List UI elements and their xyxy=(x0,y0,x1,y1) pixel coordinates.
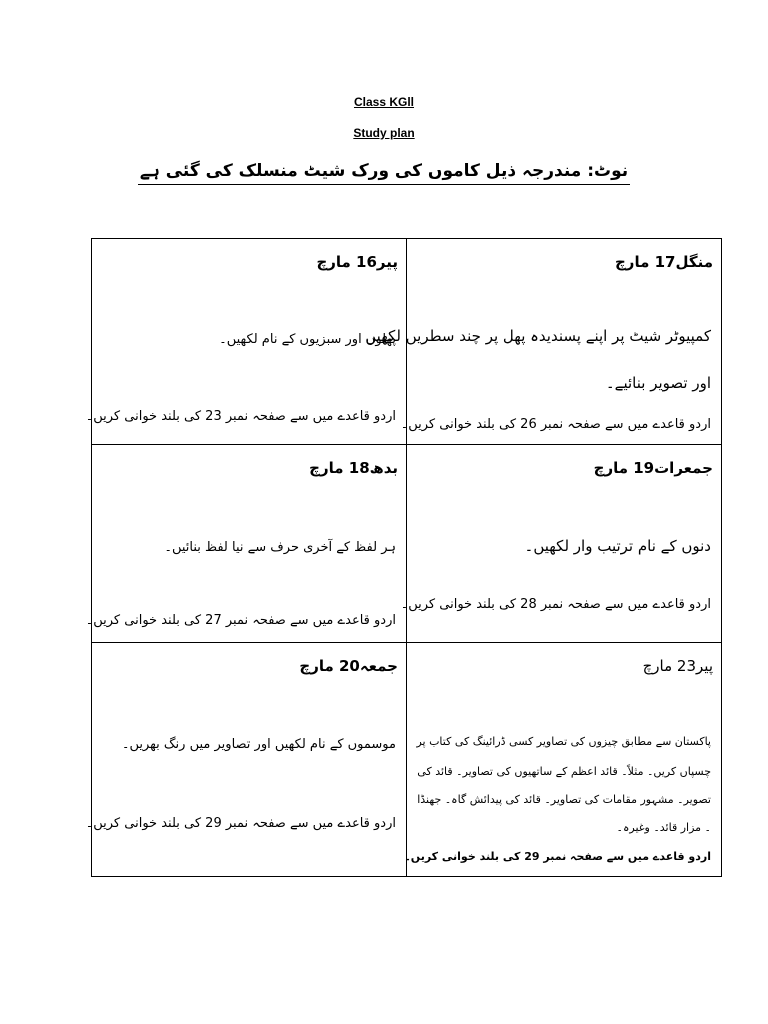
day-label: جمعہ20 مارچ xyxy=(299,657,398,675)
cell-thursday-19 xyxy=(400,445,721,643)
reading-task: اردو قاعدے میں سے صفحہ نمبر 28 کی بلند خوانی کریں۔ xyxy=(400,597,711,612)
day-label: جمعرات19 مارچ xyxy=(593,459,713,477)
note-text: نوٹ: مندرجہ ذیل کاموں کی ورک شیٹ منسلک کی گئی ہے xyxy=(138,160,630,185)
cell-monday-23 xyxy=(404,643,721,876)
task-line: پھلوں اور سبزیوں کے نام لکھیں۔ xyxy=(219,332,396,347)
cell-friday-20 xyxy=(85,643,407,876)
reading-task: اردو قاعدے میں سے صفحہ نمبر 26 کی بلند خوانی کریں۔ xyxy=(400,417,711,432)
day-label: پیر23 مارچ xyxy=(642,657,713,675)
task-line: ہر لفظ کے آخری حرف سے نیا لفظ بنائیں۔ xyxy=(164,540,396,555)
cell-monday-16 xyxy=(85,239,407,445)
task-line: دنوں کے نام ترتیب وار لکھیں۔ xyxy=(524,537,711,555)
task-line: چسپاں کریں۔ مثلاً۔ قائد اعظم کے ساتھیوں کی تصاویر۔ قائد کی xyxy=(417,765,711,778)
day-label: منگل17 مارچ xyxy=(615,253,713,271)
class-title: Class KGll xyxy=(353,95,415,109)
reading-task: اردو قاعدے میں سے صفحہ نمبر 27 کی بلند خوانی کریں۔ xyxy=(85,613,396,628)
cell-wednesday-18 xyxy=(85,445,407,643)
reading-task: اردو قاعدے میں سے صفحہ نمبر 29 کی بلند خوانی کریں۔ xyxy=(404,850,711,863)
task-line: ۔ مزار قائد۔ وغیرہ۔ xyxy=(616,821,711,834)
task-line: موسموں کے نام لکھیں اور تصاویر میں رنگ بھریں۔ xyxy=(121,737,396,752)
task-line: کمپیوٹر شیٹ پر اپنے پسندیدہ پھل پر چند سطریں لکھیں xyxy=(365,327,711,345)
task-line: اور تصویر بنائیے۔ xyxy=(605,374,711,392)
task-line: پاکستان سے مطابق چیزوں کی تصاویر کسی ڈرائینگ کی کتاب پر xyxy=(416,735,711,748)
reading-task: اردو قاعدے میں سے صفحہ نمبر 29 کی بلند خوانی کریں۔ xyxy=(85,816,396,831)
reading-task: اردو قاعدے میں سے صفحہ نمبر 23 کی بلند خوانی کریں۔ xyxy=(85,409,396,424)
study-plan-table xyxy=(85,238,722,877)
day-label: بدھ18 مارچ xyxy=(309,459,398,477)
study-plan-heading: Study plan xyxy=(353,126,415,140)
cell-tuesday-17 xyxy=(365,239,721,445)
task-line: تصویر۔ مشہور مقامات کی تصاویر۔ قائد کی پیدائش گاہ۔ جھنڈا xyxy=(417,793,711,806)
day-label: پیر16 مارچ xyxy=(316,253,398,271)
note-heading xyxy=(0,160,768,185)
